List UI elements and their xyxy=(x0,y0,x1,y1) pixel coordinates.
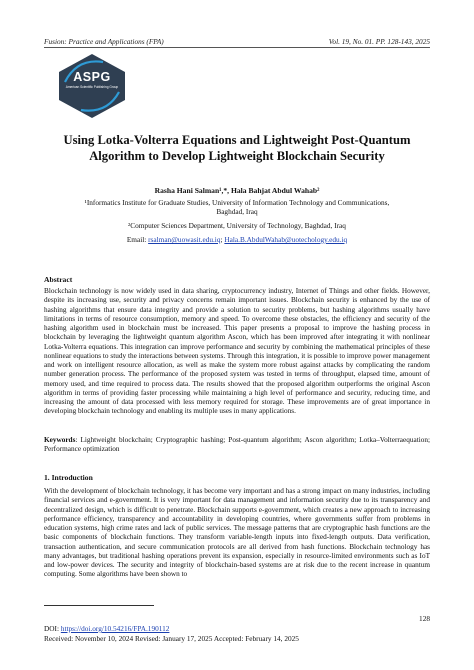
affiliation-1-line2: Baghdad, Iraq xyxy=(216,207,258,217)
email-line xyxy=(60,235,414,244)
introduction-text: With the development of blockchain technology, it has become very important and has a strong impact on many industries, including financial services and e-government. It is very important for data management and information security due to its transparency and decentralized design, which is difficult to penetrate. Blockchain supports e-government, which creates a new approach to increasing performance efficiency, transparency and accountability in developing countries, where governments suffer from problems in education systems, high crime rates and lack of public services. The message patterns that are cryptographic hash functions are the basic components of blockchain functions. They transform variable-length inputs into fixed-length outputs. Data verification, transaction authentication, and secure communication protocols are all derived from hash functions. Blockchain technology has many advantages, but traditional hashing operations prevent its expansion, especially in resource-limited environments such as IoT and low-power devices. The security and integrity of blockchain-based systems are at risk due to the recent increase in quantum computing. Some algorithms have been shown to xyxy=(44,487,430,579)
header-rule xyxy=(44,47,430,48)
email-separator: ; xyxy=(220,235,225,244)
affiliation-1-line1: ¹Informatics Institute for Graduate Studies, University of Information Technology and Communications, xyxy=(84,198,390,207)
volume-info: Vol. 19, No. 01. PP. 128-143, 2025 xyxy=(328,37,430,46)
email-label: Email: xyxy=(126,235,149,244)
received-dates: Received: November 10, 2024 Revised: January 17, 2025 Accepted: February 14, 2025 xyxy=(44,634,299,643)
journal-name: Fusion: Practice and Applications (FPA) xyxy=(44,37,164,46)
email-link-1[interactable]: rsalman@uowasit.edu.iq xyxy=(148,235,221,244)
page-number: 128 xyxy=(419,614,430,623)
logo-name: ASPG xyxy=(73,70,111,84)
running-head xyxy=(44,37,430,46)
introduction-heading: 1. Introduction xyxy=(44,473,93,482)
author-list: Rasha Hani Salman¹,*, Hala Bahjat Abdul Wahab² xyxy=(154,186,320,195)
footnote-rule xyxy=(44,605,154,606)
affiliation-2: ²Computer Sciences Department, University of Technology, Baghdad, Iraq xyxy=(128,221,346,230)
keywords xyxy=(44,436,430,455)
abstract-heading: Abstract xyxy=(44,275,73,284)
email-link-2[interactable]: Hala.B.AbdulWahab@uotechology.edu.iq xyxy=(224,235,348,244)
logo-subtitle: American Scientific Publishing Group xyxy=(65,85,119,89)
affiliation-1 xyxy=(60,198,414,217)
doi-link[interactable]: https://doi.org/10.54216/FPA.190112 xyxy=(60,624,170,633)
abstract-text: Blockchain technology is now widely used in data sharing, cryptocurrency industry, Internet of Things and other fields. However, despite its increasing use, security and privacy concerns remain important issues. Blockchain security is enhanced by the use of hashing algorithms that ensure data integrity and provide a solution to security problems, but hashing algorithms usually have limitations in terms of resource consumption, memory and speed. To overcome these obstacles, the efficiency and security of the hashing algorithm used in blockchain must be increased. This paper presents a proposal to improve the hashing process in blockchain by leveraging the lightweight quantum algorithm Ascon, which has been improved after integrating it with nonlinear Lotka-Volterra equations. This integration can improve performance and security by combining the mathematical principles of these nonlinear equations to study the interactions between systems. Through this integration, it is possible to improve power management and work on intelligent resource allocation, as well as make the system more robust against attacks by complicating the random number generation process. The performance of the proposed system was tested in terms of throughput, elapsed time, amount of memory used, and time required to process data. The results showed that the proposed algorithm outperforms the original Ascon algorithm in terms of providing faster processing while maintaining a high level of performance and security, reducing time, and increasing the amount of data processed with less memory required for storage. These improvements are of great importance in developing blockchain technology and enabling its multiple uses in many applications. xyxy=(44,287,430,416)
doi-label: DOI: xyxy=(44,624,61,633)
paper-title: Using Lotka-Volterra Equations and Lightweight Post-Quantum Algorithm to Develop Lightweight Blockchain Security xyxy=(63,133,411,163)
keywords-list: : Lightweight blockchain; Cryptographic hashing; Post-quantum algorithm; Ascon algorithm; Lotka–Volterraequation; Performance optimization xyxy=(44,436,430,454)
aspg-logo xyxy=(55,52,129,120)
doi-line xyxy=(44,624,169,633)
keywords-label: Keywords xyxy=(44,436,76,444)
